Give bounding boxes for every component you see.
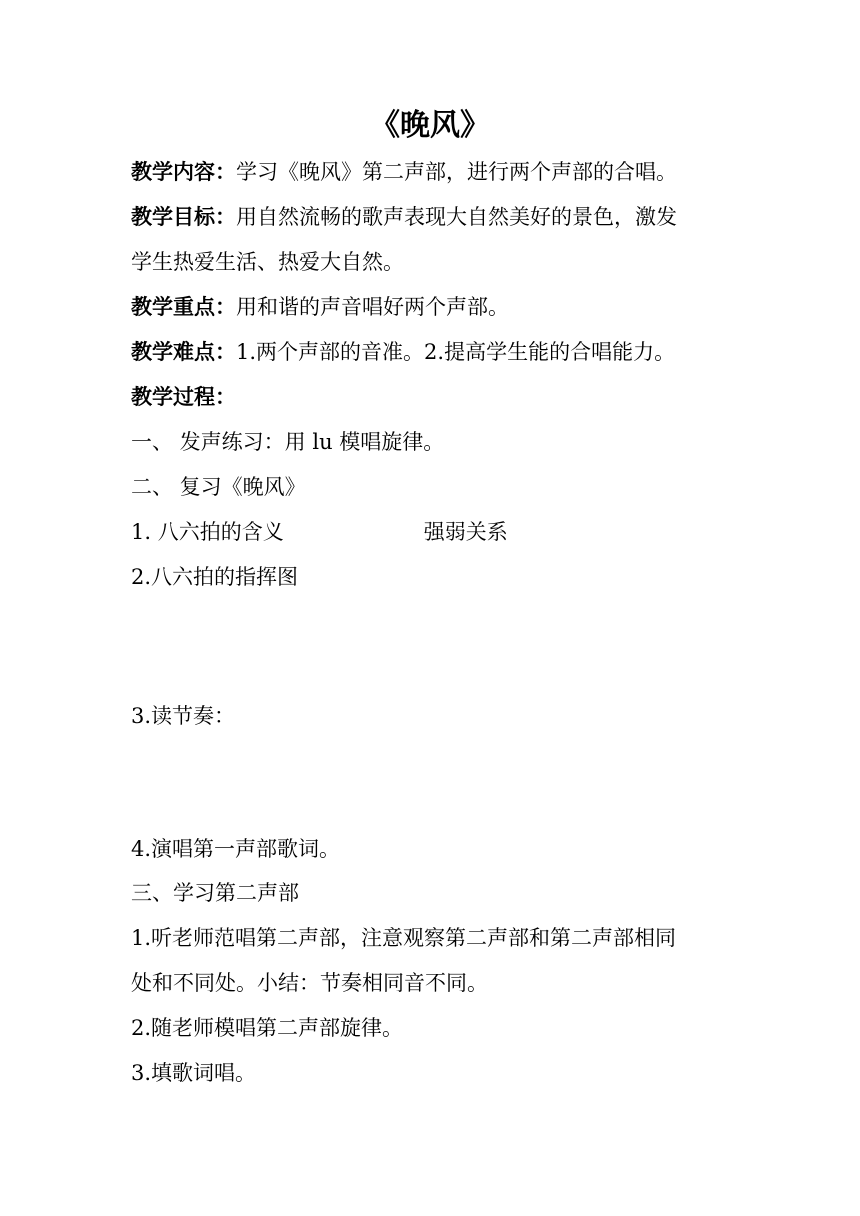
teaching-content-label: 教学内容： — [131, 159, 236, 184]
teaching-content-text: 学习《晚风》第二声部，进行两个声部的合唱。 — [236, 160, 677, 184]
step-3-1-continued: 处和不同处。小结：节奏相同音不同。 — [131, 971, 488, 995]
teaching-goal-continued: 学生热爱生活、热爱大自然。 — [131, 250, 404, 274]
teaching-difficulty-text: 1.两个声部的音准。2.提高学生能的合唱能力。 — [236, 340, 676, 364]
step-3-2: 2.随老师模唱第二声部旋律。 — [131, 1016, 404, 1040]
step-3: 三、学习第二声部 — [131, 881, 299, 905]
teaching-process-heading: 教学过程： — [131, 384, 236, 409]
step-2-3: 3.读节奏： — [131, 704, 236, 728]
step-2-1 — [131, 516, 508, 548]
teaching-goal — [131, 201, 677, 233]
step-2-1-text: 1. 八六拍的含义 — [131, 520, 284, 544]
teaching-content — [131, 156, 677, 188]
teaching-difficulty-label: 教学难点： — [131, 339, 236, 364]
teaching-focus — [131, 291, 509, 323]
page-title: 《晚风》 — [370, 108, 490, 143]
teaching-focus-label: 教学重点： — [131, 294, 236, 319]
step-3-3: 3.填歌词唱。 — [131, 1061, 257, 1085]
teaching-focus-text: 用和谐的声音唱好两个声部。 — [236, 295, 509, 319]
step-2: 二、 复习《晚风》 — [131, 475, 306, 499]
step-2-4: 4.演唱第一声部歌词。 — [131, 837, 341, 861]
step-1: 一、 发声练习：用 lu 模唱旋律。 — [131, 430, 445, 454]
step-3-1: 1.听老师范唱第二声部，注意观察第二声部和第二声部相同 — [131, 926, 677, 950]
step-2-1-extra: 强弱关系 — [423, 520, 508, 544]
teaching-difficulty — [131, 336, 675, 368]
step-2-2: 2.八六拍的指挥图 — [131, 565, 299, 589]
teaching-goal-text: 用自然流畅的歌声表现大自然美好的景色，激发 — [236, 205, 677, 229]
teaching-goal-label: 教学目标： — [131, 204, 236, 229]
